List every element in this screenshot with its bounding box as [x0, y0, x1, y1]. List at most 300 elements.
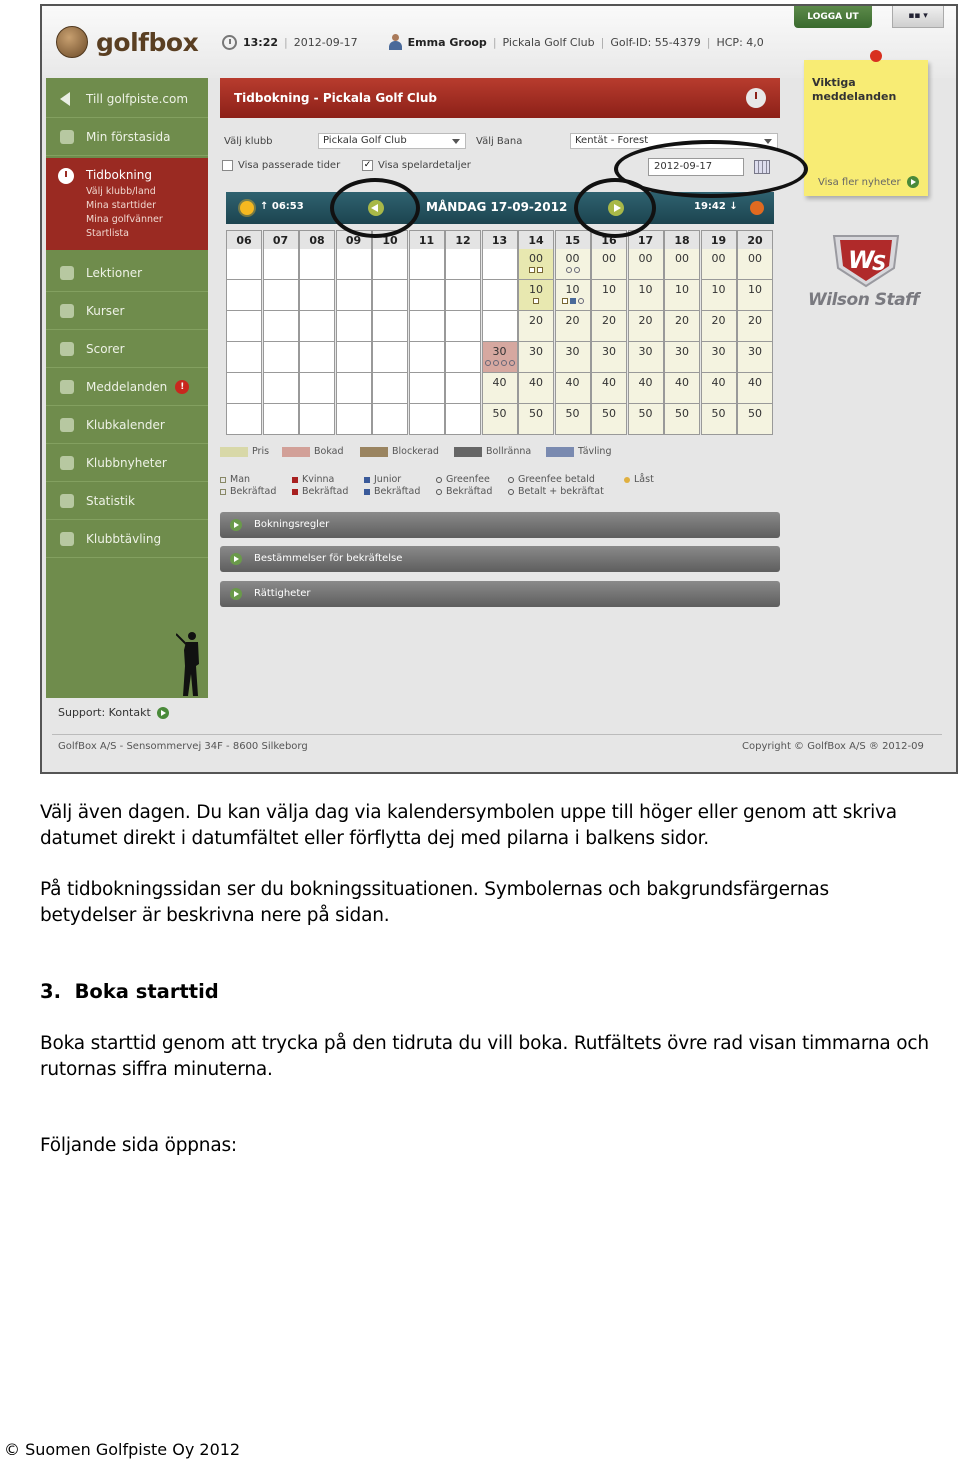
tee-time-cell[interactable] [518, 404, 554, 435]
current-day-label: MÅNDAG 17-09-2012 [426, 200, 568, 214]
hour-column [482, 230, 518, 436]
tee-time-cell [299, 311, 335, 342]
accordion-label: Bokningsregler [254, 519, 330, 530]
tee-time-cell[interactable] [628, 280, 664, 311]
club-select[interactable]: Pickala Golf Club [318, 133, 466, 149]
submenu-startlista[interactable]: Startlista [86, 228, 129, 239]
tee-time-cell[interactable] [701, 342, 737, 373]
tee-time-cell [263, 249, 299, 280]
tee-time-cell [263, 280, 299, 311]
arrow-right-icon [230, 588, 242, 600]
hour-column [409, 230, 445, 436]
annotation-oval-date [614, 140, 808, 198]
booking-marker-icon [537, 267, 543, 273]
minute-label: 30 [565, 345, 580, 358]
tee-time-cell [445, 404, 481, 435]
minute-label: 30 [675, 345, 689, 358]
sidebar-item-statistik[interactable] [46, 482, 208, 520]
minute-label: 00 [638, 252, 653, 265]
golfbox-logo[interactable] [56, 26, 198, 58]
tee-time-cell [409, 311, 445, 342]
tee-time-cell[interactable] [482, 404, 518, 435]
minute-label: 30 [711, 345, 726, 358]
tee-time-cell[interactable] [482, 342, 518, 373]
pencil-icon [60, 342, 74, 356]
booking-marker-icon [562, 298, 568, 304]
legend-tavling: Tävling [546, 446, 611, 457]
hour-column [628, 230, 664, 436]
wilson-staff-logo[interactable] [828, 228, 904, 290]
clock-icon [222, 35, 237, 50]
booking-titlebar [220, 78, 780, 118]
paragraph-1: Välj även dagen. Du kan välja dag via kalendersymbolen uppe till höger eller genom att skriva datumet direkt i datumfältet eller förflytta dej med pilarna i balkens sidor. [40, 802, 897, 849]
tee-time-cell[interactable] [664, 280, 700, 311]
tee-time-cell[interactable] [591, 280, 627, 311]
annotation-oval-prev [330, 178, 420, 238]
minute-label: 20 [529, 314, 543, 327]
legend-junior: Junior Bekräftad [364, 474, 420, 498]
booking-marker-icon [533, 298, 539, 304]
tee-time-cell[interactable] [555, 280, 591, 311]
legend-blockerad: Blockerad [360, 446, 439, 457]
tee-time-cell[interactable] [737, 311, 773, 342]
minute-label: 20 [565, 314, 580, 327]
tee-time-cell[interactable] [628, 373, 664, 404]
booking-marker-icon [529, 267, 535, 273]
minute-label: 00 [748, 252, 762, 265]
minute-label: 20 [675, 314, 689, 327]
course-label: Välj Bana [476, 136, 523, 147]
tee-time-cell[interactable] [482, 373, 518, 404]
minute-label: 00 [675, 252, 689, 265]
hour-header: 16 [591, 230, 627, 249]
accordion-bokningsregler[interactable] [220, 512, 780, 538]
booking-marker-icon [578, 298, 584, 304]
sidebar-item-label: Tidbokning [86, 168, 152, 182]
paragraph-3: Boka starttid genom att trycka på den tidruta du vill boka. Rutfältets övre rad visan timmarna och rutornas siffra minuterna. [40, 1033, 929, 1080]
sidebar-item-home[interactable] [46, 118, 208, 156]
minute-label: 50 [711, 407, 726, 420]
minute-label: 10 [638, 283, 653, 296]
tee-time-cell [226, 249, 262, 280]
tee-time-cell [299, 373, 335, 404]
tee-time-cell[interactable] [555, 373, 591, 404]
tee-time-cell [372, 342, 408, 373]
sidebar-item-klubbtavling[interactable] [46, 520, 208, 558]
header-golf-id: Golf-ID: 55-4379 [610, 35, 701, 49]
arrow-right-icon [157, 707, 169, 719]
sunset-icon [750, 201, 764, 215]
sidebar-item-label: Statistik [86, 493, 135, 508]
note-title: Viktiga meddelanden [812, 76, 897, 103]
minute-label: 30 [748, 345, 762, 358]
submenu-mina-starttider[interactable]: Mina starttider [86, 200, 156, 211]
tee-time-cell[interactable] [555, 311, 591, 342]
tee-time-cell [336, 404, 372, 435]
hour-column [372, 230, 408, 436]
tee-time-cell [445, 373, 481, 404]
minute-label: 50 [675, 407, 689, 420]
sidebar-item-scorer[interactable] [46, 330, 208, 368]
minute-label: 40 [492, 376, 507, 389]
tee-time-cell [445, 249, 481, 280]
tee-time-cell[interactable] [555, 249, 591, 280]
legend-greenfee-betald: Greenfee betald Betalt + bekräftat [508, 474, 604, 498]
sunrise-time: ↑ 06:53 [260, 201, 304, 212]
section-title: Boka starttid [74, 980, 219, 1003]
booking-marker-icon [570, 298, 576, 304]
booking-marker-icon [566, 267, 572, 273]
tee-time-cell [299, 249, 335, 280]
hour-column [445, 230, 481, 436]
logout-button[interactable]: LOGGA UT [794, 6, 872, 28]
submenu-mina-golfvanner[interactable]: Mina golfvänner [86, 214, 163, 225]
hour-column [518, 230, 554, 436]
minute-label: 40 [529, 376, 543, 389]
minute-label: 30 [638, 345, 653, 358]
paragraph-2: På tidbokningssidan ser du bokningssituationen. Symbolernas och bakgrundsfärgernas betydelser är beskrivna nere på sidan. [40, 879, 829, 926]
sidebar-item-klubbnyheter[interactable] [46, 444, 208, 482]
minute-label: 40 [638, 376, 653, 389]
legend-swatch [220, 447, 248, 457]
tee-time-grid [226, 230, 774, 436]
tee-time-cell [409, 280, 445, 311]
minute-label: 50 [638, 407, 653, 420]
minute-label: 50 [565, 407, 580, 420]
minute-label: 00 [602, 252, 616, 265]
arrow-right-icon [907, 176, 919, 188]
tee-time-cell [226, 404, 262, 435]
minute-label: 50 [529, 407, 543, 420]
tee-time-cell[interactable] [591, 311, 627, 342]
booking-markers [556, 298, 590, 304]
golfer-silhouette-icon [176, 630, 204, 700]
tee-time-cell[interactable] [664, 404, 700, 435]
page-copyright: © Suomen Golfpiste Oy 2012 [4, 1440, 241, 1459]
hour-column [336, 230, 372, 436]
tee-time-cell [299, 280, 335, 311]
minute-label: 40 [602, 376, 616, 389]
minute-label: 40 [675, 376, 689, 389]
section-number: 3. [40, 980, 61, 1003]
sidebar-item-klubkalender[interactable] [46, 406, 208, 444]
tee-time-cell[interactable] [555, 342, 591, 373]
tee-time-cell [299, 404, 335, 435]
show-past-checkbox[interactable] [222, 160, 233, 171]
tee-time-cell[interactable] [518, 280, 554, 311]
tee-time-cell [445, 311, 481, 342]
sidebar-item-label: Min förstasida [86, 129, 171, 144]
clock-icon[interactable] [746, 88, 766, 108]
hour-column [299, 230, 335, 436]
tee-time-cell[interactable] [591, 249, 627, 280]
minute-label: 20 [711, 314, 726, 327]
back-arrow-icon [60, 92, 70, 106]
tee-time-cell [445, 342, 481, 373]
tee-time-cell[interactable] [737, 404, 773, 435]
tee-time-cell[interactable] [664, 342, 700, 373]
footer-divider [52, 734, 942, 735]
legend-swatch [360, 447, 388, 457]
sidebar-item-label: Scorer [86, 341, 125, 356]
tee-time-cell [372, 311, 408, 342]
color-legend [220, 446, 800, 462]
legend-bollranna: Bollränna [454, 446, 531, 457]
hour-column [263, 230, 299, 436]
tee-time-cell [336, 373, 372, 404]
tee-time-cell [299, 342, 335, 373]
sticky-note [804, 60, 928, 196]
svg-text:W: W [848, 246, 875, 274]
tee-time-cell[interactable] [591, 342, 627, 373]
minute-label: 50 [492, 407, 507, 420]
tee-time-cell[interactable] [518, 373, 554, 404]
sidebar-item-back[interactable] [46, 80, 208, 118]
minute-label: 40 [711, 376, 726, 389]
tee-time-cell[interactable] [701, 249, 737, 280]
booking-marker-icon [493, 360, 499, 366]
arrow-right-icon [230, 519, 242, 531]
symbol-legend [220, 474, 800, 504]
tee-time-cell[interactable] [628, 404, 664, 435]
minute-label: 10 [565, 283, 580, 296]
show-past-label: Visa passerade tider [238, 160, 341, 171]
envelope-icon [60, 380, 74, 394]
minute-label: 40 [565, 376, 580, 389]
tee-time-cell [263, 373, 299, 404]
logo-text: golfbox [96, 27, 199, 57]
tee-time-cell[interactable] [737, 280, 773, 311]
hour-column [226, 230, 262, 436]
footer-address: GolfBox A/S - Sensommervej 34F - 8600 Silkeborg [58, 741, 308, 752]
hour-header: 17 [628, 230, 664, 249]
legend-greenfee: Greenfee Bekräftad [436, 474, 492, 498]
home-icon [60, 130, 74, 144]
tee-time-cell [336, 249, 372, 280]
tee-time-cell [482, 249, 518, 280]
tee-time-cell [372, 404, 408, 435]
tee-time-cell [372, 373, 408, 404]
minute-label: 10 [748, 283, 762, 296]
sidebar-item-label: Klubbnyheter [86, 455, 167, 470]
sunset-time: 19:42 ↓ [694, 201, 738, 212]
legend-pris: Pris [220, 446, 269, 457]
screenshot-frame [40, 4, 958, 774]
tee-time-cell [336, 342, 372, 373]
hour-column [737, 230, 773, 436]
booking-markers [483, 360, 517, 366]
tee-time-cell [409, 404, 445, 435]
show-details-checkbox[interactable]: ✓ [363, 160, 372, 170]
legend-swatch [282, 447, 310, 457]
sidebar-item-label: Lektioner [86, 265, 143, 280]
tee-time-cell[interactable] [518, 249, 554, 280]
tee-time-cell [409, 249, 445, 280]
support-contact-link[interactable] [58, 706, 169, 719]
tee-time-cell[interactable] [701, 404, 737, 435]
more-news-link[interactable]: Visa fler nyheter [818, 176, 919, 188]
sidebar-item-lektioner[interactable] [46, 254, 208, 292]
header-club: Pickala Golf Club [502, 35, 595, 49]
sun-icon [240, 201, 254, 215]
legend-swatch [454, 447, 482, 457]
minute-label: 50 [748, 407, 762, 420]
sidebar-item-label: Till golfpiste.com [86, 91, 189, 106]
tee-time-cell[interactable] [664, 311, 700, 342]
tee-time-cell[interactable] [628, 249, 664, 280]
minute-label: 20 [638, 314, 653, 327]
bar-chart-icon [60, 494, 74, 508]
tee-time-cell[interactable] [701, 311, 737, 342]
booking-markers [556, 267, 590, 273]
hour-header: 18 [664, 230, 700, 249]
legend-man: Man Bekräftad [220, 474, 276, 498]
hour-header: 06 [226, 230, 262, 249]
club-label: Välj klubb [224, 136, 273, 147]
header-time: 13:22 [243, 35, 279, 49]
minute-label: 20 [748, 314, 762, 327]
tee-time-cell[interactable] [701, 373, 737, 404]
hour-header: 09 [336, 230, 372, 249]
tee-time-cell[interactable] [664, 249, 700, 280]
header-user[interactable]: Emma Groop [407, 35, 487, 49]
header-date: 2012-09-17 [293, 35, 358, 49]
hour-column [555, 230, 591, 436]
user-icon [388, 34, 402, 50]
sidebar-item-label: Kurser [86, 303, 125, 318]
minute-label: 00 [565, 252, 580, 265]
sidebar-item-label: Klubbtävling [86, 531, 162, 546]
minute-label: 30 [602, 345, 616, 358]
tee-time-cell [226, 311, 262, 342]
golf-club-icon [60, 266, 74, 280]
hour-header: 15 [555, 230, 591, 249]
person-icon [60, 304, 74, 318]
minute-label: 50 [602, 407, 616, 420]
calendar-icon [60, 418, 74, 432]
tee-time-cell[interactable] [591, 373, 627, 404]
minute-label: 00 [711, 252, 726, 265]
booking-markers [519, 298, 553, 304]
hour-column [664, 230, 700, 436]
tee-time-cell [336, 311, 372, 342]
clock-icon [58, 168, 74, 184]
tee-time-cell[interactable] [737, 373, 773, 404]
accordion-label: Rättigheter [254, 588, 311, 599]
tee-time-cell [372, 280, 408, 311]
tee-time-cell[interactable] [518, 311, 554, 342]
minute-label: 00 [529, 252, 543, 265]
hour-header: 20 [737, 230, 773, 249]
tee-time-cell [482, 311, 518, 342]
accordion-bestammelser[interactable] [220, 546, 780, 572]
tee-time-cell [226, 342, 262, 373]
submenu-valj-klubb[interactable]: Välj klubb/land [86, 186, 156, 197]
booking-marker-icon [509, 360, 515, 366]
language-selector[interactable]: ▪▪ ▾ [892, 6, 944, 28]
booking-title: Tidbokning - Pickala Golf Club [234, 91, 437, 105]
hour-header: 08 [299, 230, 335, 249]
support-label: Support: Kontakt [58, 706, 151, 719]
tee-time-cell [445, 280, 481, 311]
legend-swatch [546, 447, 574, 457]
tee-time-cell[interactable] [737, 342, 773, 373]
tee-time-cell[interactable] [701, 280, 737, 311]
show-details-label: Visa spelardetaljer [378, 160, 471, 171]
hour-column [591, 230, 627, 436]
legend-bokad: Bokad [282, 446, 344, 457]
hour-header: 14 [518, 230, 554, 249]
booking-marker-icon [574, 267, 580, 273]
tee-time-cell[interactable] [518, 342, 554, 373]
minute-label: 10 [602, 283, 616, 296]
sidebar-item-kurser[interactable] [46, 292, 208, 330]
hour-header: 11 [409, 230, 445, 249]
header-info: 13:22 | 2012-09-17 Emma Groop | Pickala Golf Club | Golf-ID: 55-4379 | HCP: 4,0 [222, 34, 764, 50]
course-select[interactable]: Kentät - Forest [570, 133, 778, 149]
tee-time-cell[interactable] [628, 342, 664, 373]
rss-icon [60, 456, 74, 470]
hour-header: 10 [372, 230, 408, 249]
tee-time-cell [263, 404, 299, 435]
sidebar-item-label: Klubkalender [86, 417, 165, 432]
pushpin-icon [870, 50, 882, 62]
golfball-icon [56, 26, 88, 58]
hour-header: 19 [701, 230, 737, 249]
date-input[interactable]: 2012-09-17 [648, 158, 744, 176]
header-hcp: HCP: 4,0 [716, 35, 764, 49]
sponsor-text: Wilson Staff [808, 290, 919, 310]
tee-time-cell [336, 280, 372, 311]
tee-time-cell [263, 311, 299, 342]
hour-header: 12 [445, 230, 481, 249]
minute-label: 10 [675, 283, 689, 296]
tee-time-cell[interactable] [737, 249, 773, 280]
booking-markers [519, 267, 553, 273]
tee-time-cell [482, 280, 518, 311]
minute-label: 30 [492, 345, 507, 358]
hour-header: 07 [263, 230, 299, 249]
tee-time-cell [409, 373, 445, 404]
svg-text:S: S [872, 251, 887, 275]
tee-time-cell[interactable] [628, 311, 664, 342]
footer-copyright: Copyright © GolfBox A/S ® 2012-09 [742, 741, 924, 752]
tee-time-cell [263, 342, 299, 373]
tee-time-cell[interactable] [664, 373, 700, 404]
minute-label: 20 [602, 314, 616, 327]
tee-time-cell[interactable] [591, 404, 627, 435]
tee-time-cell [409, 342, 445, 373]
tee-time-cell [226, 373, 262, 404]
booking-marker-icon [501, 360, 507, 366]
legend-kvinna: Kvinna Bekräftad [292, 474, 348, 498]
tee-time-cell[interactable] [555, 404, 591, 435]
accordion-rattigheter[interactable] [220, 581, 780, 607]
arrow-right-icon [230, 553, 242, 565]
legend-last: Låst [624, 474, 654, 486]
sidebar-item-meddelanden[interactable] [46, 368, 208, 406]
hour-header: 13 [482, 230, 518, 249]
section-heading [40, 980, 219, 1003]
tee-time-cell [372, 249, 408, 280]
minute-label: 30 [529, 345, 543, 358]
accordion-label: Bestämmelser för bekräftelse [254, 553, 403, 564]
sidebar-item-tidbokning[interactable] [46, 158, 208, 250]
booking-marker-icon [485, 360, 491, 366]
paragraph-4: Följande sida öppnas: [40, 1135, 237, 1156]
hour-column [701, 230, 737, 436]
alert-badge: ! [175, 380, 189, 394]
